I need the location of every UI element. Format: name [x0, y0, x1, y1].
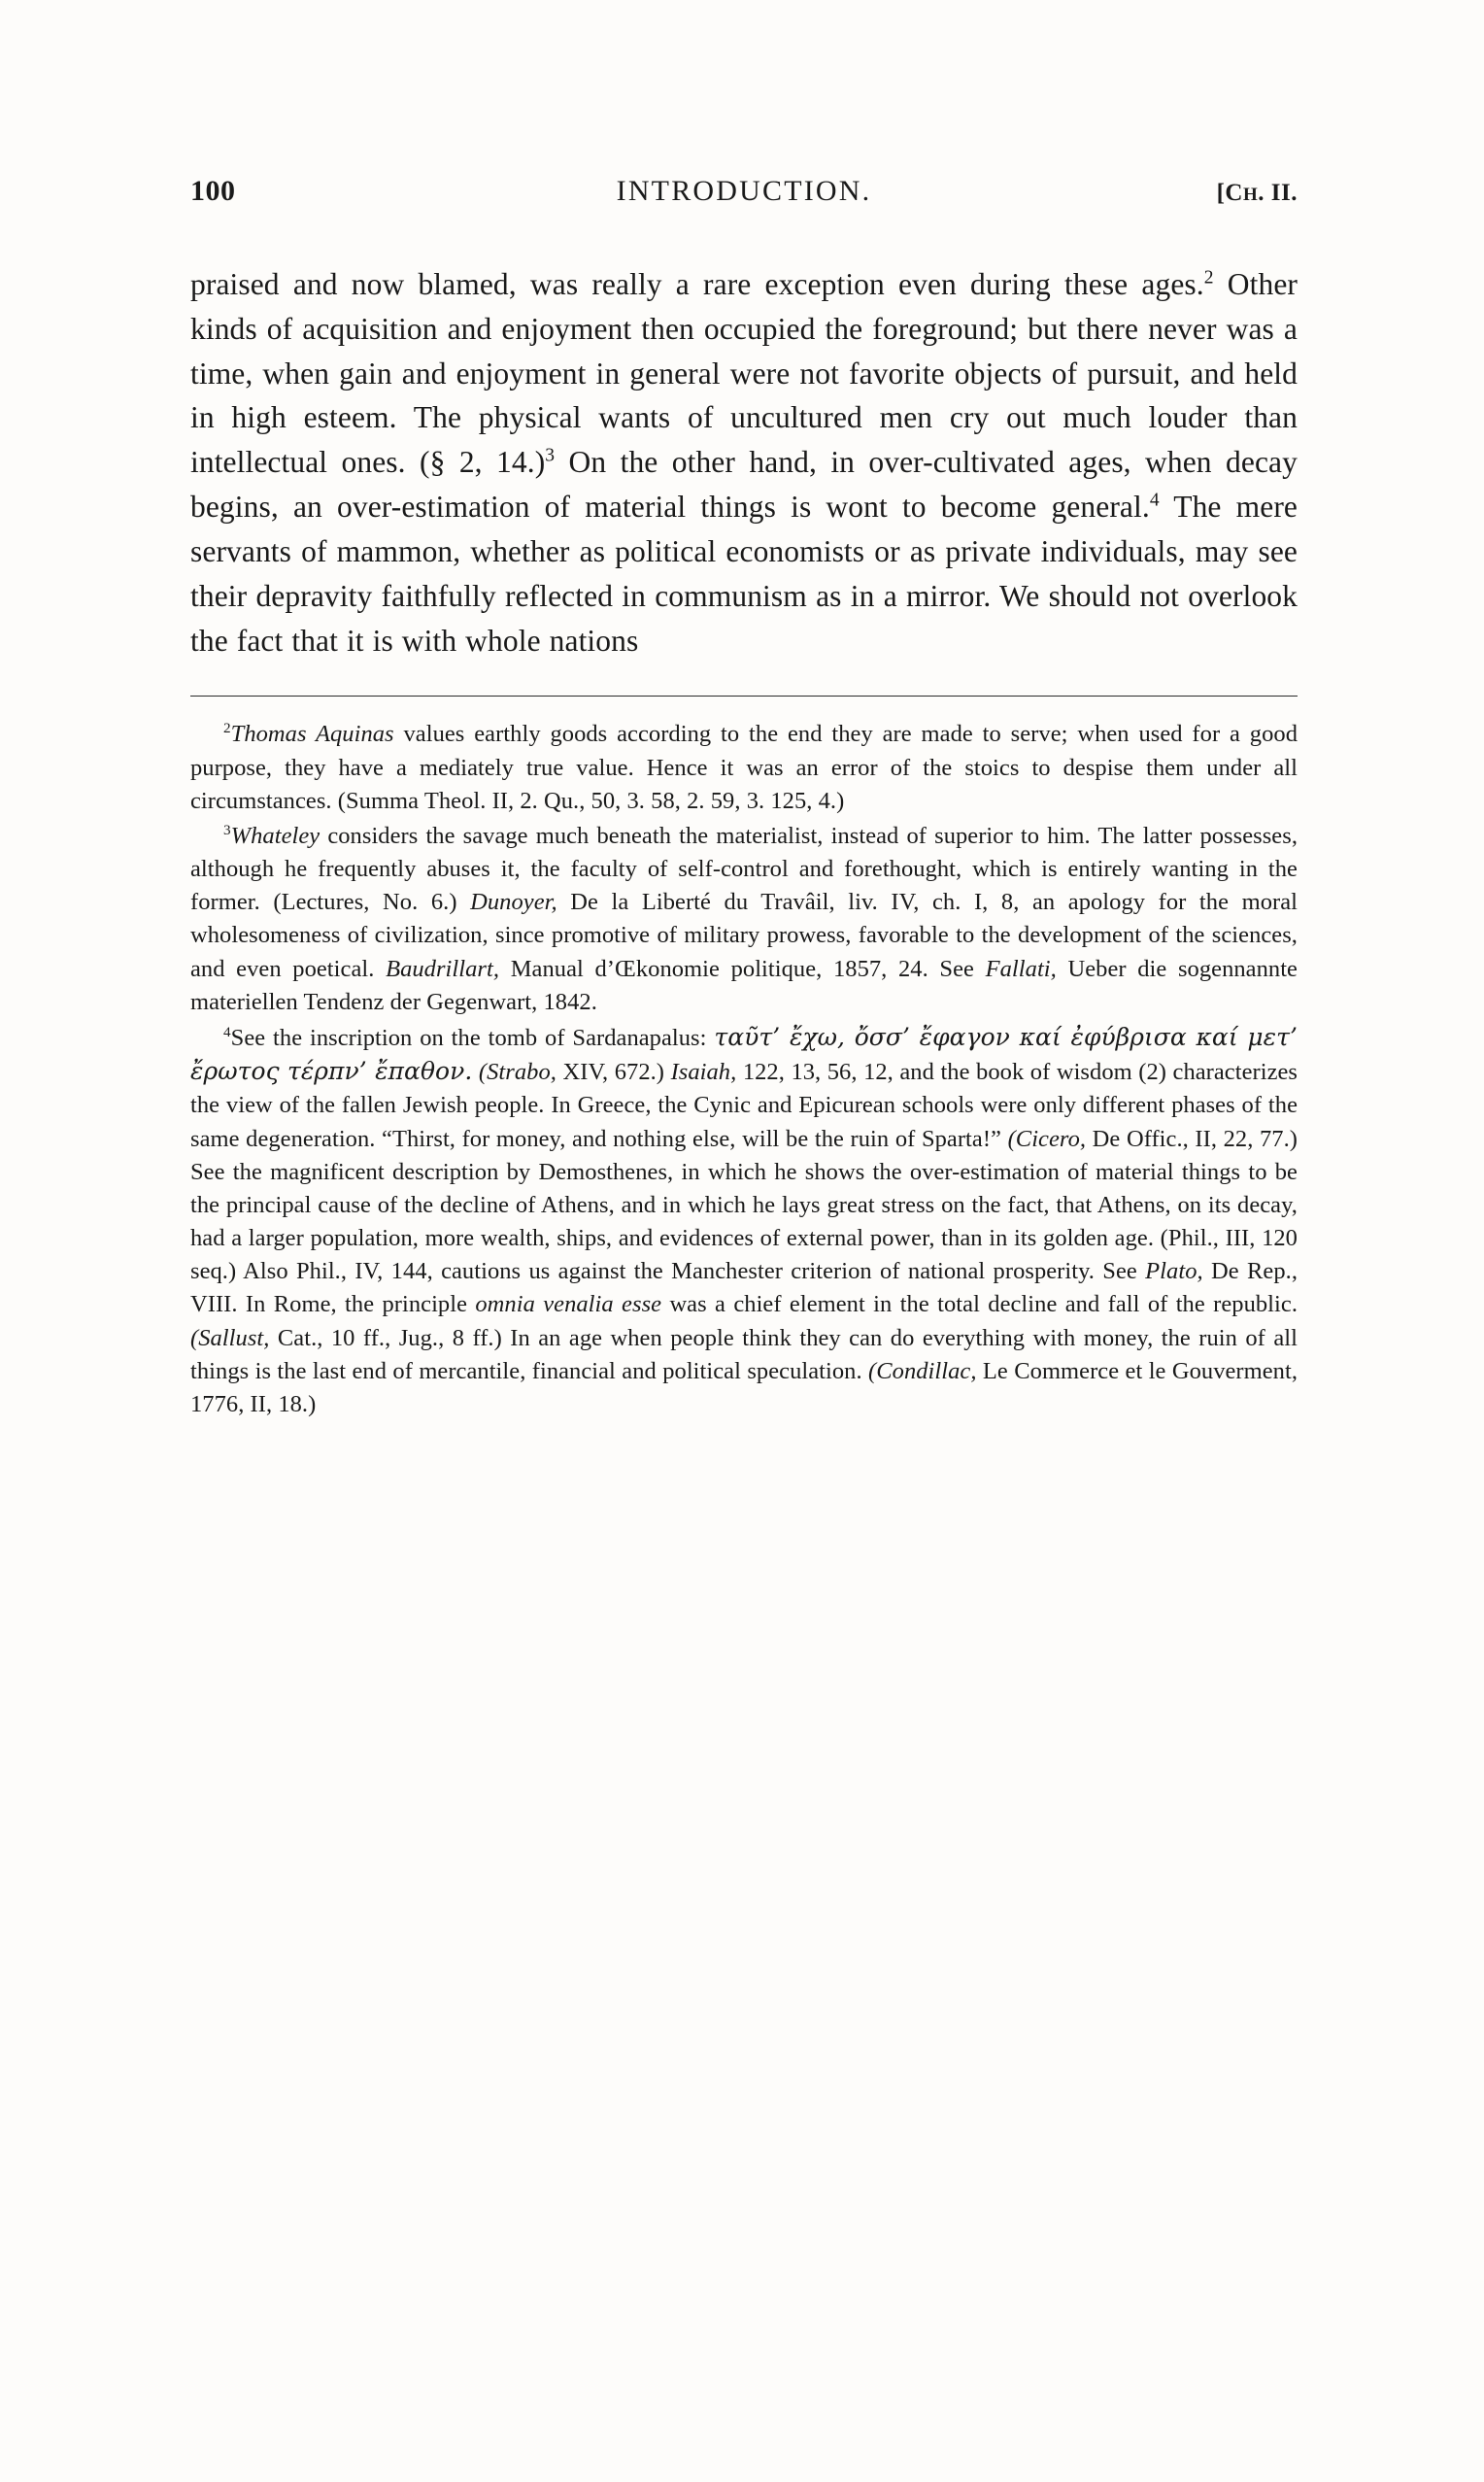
chapter-marker-prefix: [C: [1216, 180, 1243, 206]
footnote-4-source-3: (Cicero,: [1007, 1125, 1087, 1152]
footnotes-section: [190, 718, 1298, 1421]
body-segment-1: praised and now blamed, was really a rare exception even during these ages.: [190, 267, 1204, 301]
body-text: [190, 262, 1298, 663]
footnote-3-author-4: Fallati,: [985, 955, 1057, 982]
footnote-4-text-4: De Offic., II, 22, 77.) See the magnificent description by Demosthenes, in which he shows the over-estimation of material things to be the principal cause of the decline of Athens, and in which he lays great stress on the fact, that Athens, on its decay, had a larger population, more wealth, ships, and evidences of external power, than in its golden age. (Phil., III, 120 seq.) Also Phil., IV, 144, cautions us against the Manchester criterion of national prosperity. See: [190, 1125, 1298, 1285]
footnote-4-source-1: (Strabo,: [478, 1059, 556, 1086]
footnote-3-marker: 3: [223, 821, 231, 838]
footnote-4: [190, 1021, 1298, 1421]
footnote-3-author-3: Baudrillart,: [386, 955, 500, 982]
footnote-4-marker: 4: [223, 1023, 231, 1040]
body-segment-3: On the other hand, in over-cultivated ages, when decay begins, an over-estimation of material things is wont to become general.: [190, 445, 1298, 525]
footnote-3-author-2: Dunoyer,: [470, 889, 557, 916]
footnote-4-source-5: (Sallust,: [190, 1324, 270, 1351]
footnote-3: [190, 820, 1298, 1019]
chapter-marker-small-caps: H: [1243, 185, 1259, 205]
footnote-4-source-2: Isaiah,: [670, 1059, 737, 1086]
page-content: [190, 175, 1298, 1423]
footnote-2-marker: 2: [223, 720, 231, 737]
chapter-marker-suffix: . II.: [1258, 180, 1298, 206]
footnote-3-author: Whateley: [230, 822, 320, 849]
footnote-4-greek-quote: ταῦτ’ ἔχω, ὄσσ’ ἔφαγον καί ἐφύβρισα καί μετ’ ἔρωτος τέρπν’ ἔπαθον.: [190, 1023, 1298, 1086]
footnote-4-text-3: 122, 13, 56, 12, and the book of wisdom (2) characterizes the view of the fallen Jewish people. In Greece, the Cynic and Epicurean schools were only different phases of the same degeneration. “Thirst, for money, and nothing else, will be the ruin of Sparta!”: [190, 1059, 1298, 1152]
body-segment-4: The mere servants of mammon, whether as political economists or as private individuals, may see their depravity faithfully reflected in communism as in a mirror. We should not overlook the fact that it is with whole nations: [190, 490, 1298, 658]
footnote-4-text-5: De Rep., VIII. In Rome, the principle: [190, 1258, 1298, 1318]
footnote-4-text-8: Le Commerce et le Gouverment, 1776, II, 18.): [190, 1357, 1298, 1417]
footnote-4-phrase-latin: omnia venalia esse: [475, 1291, 662, 1318]
body-segment-2: Other kinds of acquisition and enjoyment then occupied the foreground; but there never was a time, when gain and enjoyment in general were not favorite objects of pursuit, and held in high esteem. The physical wants of uncultured men cry out much louder than intellectual ones. (§ 2, 14.): [190, 267, 1298, 480]
footnote-4-text-6: was a chief element in the total decline and fall of the republic.: [661, 1291, 1298, 1318]
chapter-marker: [1123, 180, 1298, 207]
footnote-3-text-3: Manual d’Œkonomie politique, 1857, 24. See: [499, 955, 986, 982]
footnote-4-text-7: Cat., 10 ff., Jug., 8 ff.) In an age when people think they can do everything with money, the ruin of all things is the last end of mercantile, financial and political speculation.: [190, 1324, 1298, 1384]
body-paragraph: [190, 262, 1298, 663]
running-head: [190, 175, 1298, 208]
footnote-3-text-2: De la Liberté du Travâil, liv. IV, ch. I, 8, an apology for the moral wholesomeness of civilization, since promotive of military prowess, favorable to the development of the sciences, and even poetical.: [190, 889, 1298, 982]
footnote-4-text-2: XIV, 672.): [556, 1059, 671, 1086]
footnote-ref-2: 2: [1203, 267, 1214, 289]
footnote-4-text-1: See the inscription on the tomb of Sardanapalus:: [230, 1025, 715, 1051]
page-number: 100: [190, 175, 236, 207]
footnote-2-text: values earthly goods according to the end they are made to serve; when used for a good purpose, they have a mediately true value. Hence it was an error of the stoics to despise them under all circumstances. (Summa Theol. II, 2. Qu., 50, 3. 58, 2. 59, 3. 125, 4.): [190, 721, 1298, 814]
footnote-ref-4: 4: [1149, 490, 1160, 511]
footnote-2: [190, 718, 1298, 818]
footnote-ref-3: 3: [545, 445, 556, 466]
footnote-4-source-4: Plato,: [1145, 1258, 1203, 1285]
footnote-2-author: Thomas Aquinas: [230, 721, 394, 748]
footnote-3-text-4: Ueber die sogennannte materiellen Tendenz der Gegenwart, 1842.: [190, 955, 1298, 1015]
footnote-4-source-6: (Condillac,: [868, 1357, 977, 1384]
footnote-separator: [190, 696, 1298, 697]
footnote-3-text-1: considers the savage much beneath the materialist, instead of superior to him. The latter possesses, although he frequently abuses it, the faculty of self-control and forethought, which is entirely wanting in the former. (Lectures, No. 6.): [190, 822, 1298, 916]
running-title: INTRODUCTION.: [616, 175, 872, 207]
